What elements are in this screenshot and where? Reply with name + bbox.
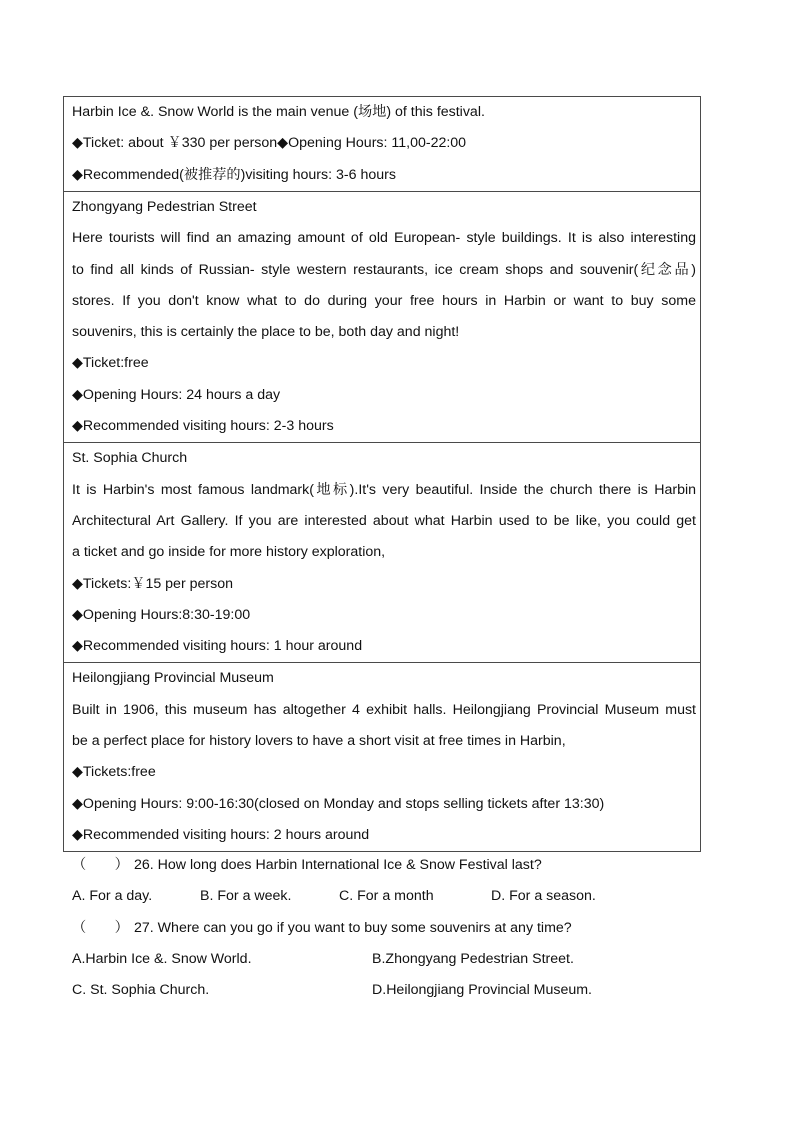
venue-desc-line: a ticket and go inside for more history exploration, <box>72 544 386 561</box>
venue-table <box>63 96 701 852</box>
option-a[interactable]: A.Harbin Ice &. Snow World. <box>72 950 252 967</box>
venue-desc-line: Built in 1906, this museum has altogether 4 exhibit halls. Heilongjiang Provincial Museum must <box>72 701 696 718</box>
questions-section <box>72 850 712 1006</box>
venue-ticket: ◆Tickets:free <box>72 764 156 781</box>
question-text: 27. Where can you go if you want to buy some souvenirs at any time? <box>134 919 572 936</box>
option-d[interactable]: D. For a season. <box>491 888 596 905</box>
venue-ticket-hours: ◆Ticket: about ￥330 per person◆Opening Hours: 11,00-22:00 <box>72 135 467 152</box>
answer-blank[interactable]: （ ） <box>72 857 129 873</box>
venue-ticket: ◆Ticket:free <box>72 355 149 372</box>
venue-desc-line: souvenirs, this is certainly the place to be, both day and night! <box>72 324 460 341</box>
venue-desc-line: stores. If you don't know what to do during your free hours in Harbin or want to buy some <box>72 292 696 309</box>
venue-title: Zhongyang Pedestrian Street <box>72 199 257 215</box>
question-27-options-row2 <box>72 975 712 1006</box>
venue-recommended: ◆Recommended(被推荐的)visiting hours: 3-6 hours <box>72 166 396 183</box>
question-26-options <box>72 881 712 912</box>
venue-st-sophia-church <box>64 443 701 663</box>
question-text: 26. How long does Harbin International Ice & Snow Festival last? <box>134 857 542 873</box>
option-b[interactable]: B.Zhongyang Pedestrian Street. <box>372 950 574 967</box>
venue-intro-line: Harbin Ice &. Snow World is the main venue (场地) of this festival. <box>72 104 485 120</box>
venue-recommended: ◆Recommended visiting hours: 2-3 hours <box>72 418 334 435</box>
venue-desc-line: Here tourists will find an amazing amount of old European- style buildings. It is also interesting <box>72 230 696 247</box>
option-c[interactable]: C. For a month <box>339 888 434 905</box>
venue-desc-line: It is Harbin's most famous landmark(地标).It's very beautiful. Inside the church there is Harbin <box>72 481 696 498</box>
question-27-stem <box>72 913 712 944</box>
venue-recommended: ◆Recommended visiting hours: 2 hours around <box>72 826 370 843</box>
option-a[interactable]: A. For a day. <box>72 888 153 905</box>
venue-title: Heilongjiang Provincial Museum <box>72 670 274 687</box>
option-c[interactable]: C. St. Sophia Church. <box>72 982 210 999</box>
option-b[interactable]: B. For a week. <box>200 888 292 905</box>
venue-title: St. Sophia Church <box>72 450 188 467</box>
question-27-options-row1 <box>72 944 712 975</box>
option-d[interactable]: D.Heilongjiang Provincial Museum. <box>372 982 593 999</box>
venue-ice-snow-world <box>64 97 701 192</box>
venue-provincial-museum <box>64 663 701 852</box>
venue-desc-line: Architectural Art Gallery. If you are interested about what Harbin used to be like, you could get <box>72 512 696 529</box>
question-26-stem <box>72 850 712 881</box>
venue-desc-line: to find all kinds of Russian- style western restaurants, ice cream shops and souvenir(纪念品) <box>72 261 696 278</box>
venue-desc-line: be a perfect place for history lovers to have a short visit at free times in Harbin, <box>72 733 566 750</box>
answer-blank[interactable]: （ ） <box>72 919 129 936</box>
venue-zhongyang-street <box>64 192 701 443</box>
venue-opening-hours: ◆Opening Hours: 24 hours a day <box>72 386 281 403</box>
venue-opening-hours: ◆Opening Hours:8:30-19:00 <box>72 606 251 623</box>
venue-recommended: ◆Recommended visiting hours: 1 hour around <box>72 638 363 655</box>
venue-opening-hours: ◆Opening Hours: 9:00-16:30(closed on Monday and stops selling tickets after 13:30) <box>72 795 605 812</box>
venue-ticket: ◆Tickets:￥15 per person <box>72 575 233 592</box>
